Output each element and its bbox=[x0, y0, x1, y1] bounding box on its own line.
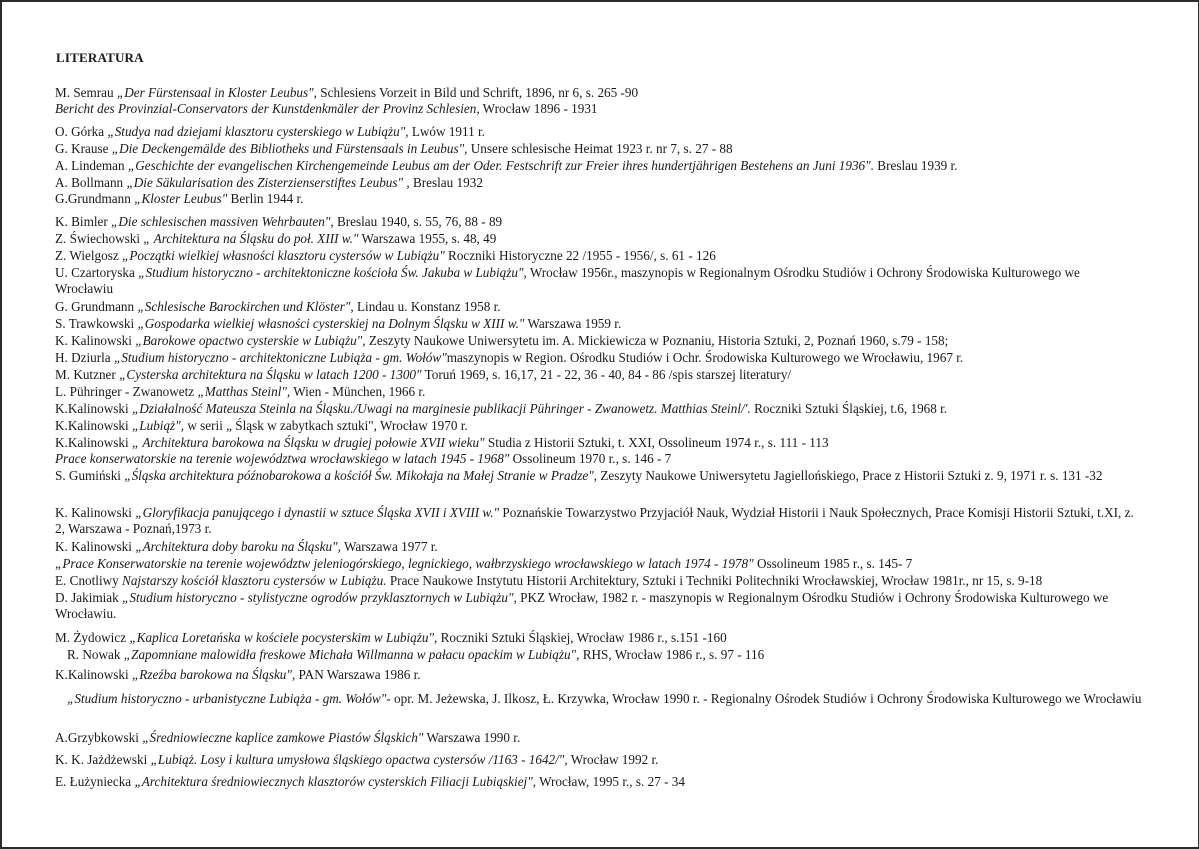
bibliography-entry bbox=[55, 350, 1140, 366]
entry-publication: Roczniki Sztuki Śląskiej, Wrocław 1986 r., s.151 -160 bbox=[437, 630, 727, 645]
bibliography-entry bbox=[55, 367, 1140, 383]
bibliography-entry bbox=[55, 539, 1140, 555]
entry-title: „Die Deckengemälde des Bibliotheks und Fürstensaals in Leubus", bbox=[111, 141, 468, 156]
entry-title: „Studium historyczno - stylistyczne ogrodów przyklasztornych w Lubiążu", bbox=[122, 590, 517, 605]
entry-title: „Studium historyczno - architektoniczne kościoła Św. Jakuba w Lubiążu", bbox=[138, 265, 527, 280]
entry-publication: RHS, Wrocław 1986 r., s. 97 - 116 bbox=[579, 647, 765, 662]
entry-author: K. K. Jażdżewski bbox=[55, 752, 151, 767]
entry-title: Prace konserwatorskie na terenie województwa wrocławskiego w latach 1945 - 1968" bbox=[55, 451, 510, 466]
entry-title: Najstarszy kościół klasztoru cystersów w Lubiążu. bbox=[122, 573, 387, 588]
entry-title: „ Architektura barokowa na Śląsku w drugiej połowie XVII wieku" bbox=[131, 435, 485, 450]
bibliography-entry bbox=[55, 573, 1140, 589]
bibliography-entry bbox=[55, 265, 1140, 297]
bibliography-entry bbox=[55, 774, 1140, 790]
bibliography-entry bbox=[55, 451, 1140, 467]
entry-author: G.Grundmann bbox=[55, 191, 135, 206]
entry-publication: Breslau 1940, s. 55, 76, 88 - 89 bbox=[333, 214, 503, 229]
entry-title: „Prace Konserwatorskie na terenie województw jeleniogórskiego, legnickiego, wałbrzyskiego wrocławskiego w latach 1974 - 1978" bbox=[55, 556, 754, 571]
entry-title: „Architektura doby baroku na Śląsku", bbox=[135, 539, 341, 554]
bibliography-entry bbox=[55, 214, 1140, 230]
entry-publication: Schlesiens Vorzeit in Bild und Schrift, 1896, nr 6, s. 265 -90 bbox=[316, 85, 639, 100]
entry-title: „Studium historyczno - architektoniczne Lubiąża - gm. Wołów" bbox=[113, 350, 447, 365]
entry-publication: Wrocław 1992 r. bbox=[567, 752, 659, 767]
entry-publication: Toruń 1969, s. 16,17, 21 - 22, 36 - 40, 84 - 86 /spis starszej literatury/ bbox=[421, 367, 792, 382]
bibliography-entry bbox=[55, 316, 1140, 332]
bibliography-entry bbox=[55, 667, 1140, 683]
entry-author: K. Kalinowski bbox=[55, 539, 136, 554]
entry-author: G. Krause bbox=[55, 141, 112, 156]
entry-title: „Geschichte der evangelischen Kirchengemeinde Leubus am der Oder. Festschrift zur Freier ihres hundertjährigen Bestehens an Juni 1936". bbox=[127, 158, 874, 173]
entry-publication: Zeszyty Naukowe Uniwersytetu im. A. Mickiewicza w Poznaniu, Historia Sztuki, 2, Poznań 1960, s.79 - 158; bbox=[365, 333, 949, 348]
entry-title: „Początki wielkiej własności klasztoru cystersów w Lubiążu" bbox=[121, 248, 445, 263]
entry-author: U. Czartoryska bbox=[55, 265, 139, 280]
entry-title: „Die schlesischen massiven Wehrbauten", bbox=[111, 214, 334, 229]
bibliography-entry bbox=[55, 333, 1140, 349]
entry-author: A. Lindeman bbox=[55, 158, 128, 173]
entry-author: S. Gumiński bbox=[55, 468, 125, 483]
entry-author: S. Trawkowski bbox=[55, 316, 138, 331]
entry-author: K. Kalinowski bbox=[55, 505, 136, 520]
bibliography-entry bbox=[55, 191, 1140, 207]
entry-publication: Zeszyty Naukowe Uniwersytetu Jagiellońskiego, Prace z Historii Sztuki z. 9, 1971 r. s. 131 -32 bbox=[597, 468, 1103, 483]
entry-title: „Kaplica Loretańska w kościele pocysterskim w Lubiążu", bbox=[129, 630, 438, 645]
entry-author: E. Cnotliwy bbox=[55, 573, 123, 588]
entry-publication: Warszawa 1990 r. bbox=[423, 730, 521, 745]
page-heading: LITERATURA bbox=[56, 50, 144, 65]
entry-author: K.Kalinowski bbox=[55, 667, 132, 682]
entry-publication: maszynopis w Region. Ośrodku Studiów i Ochr. Środowiska Kulturowego we Wrocławiu, 1967 r. bbox=[446, 350, 964, 365]
entry-author: G. Grundmann bbox=[55, 299, 138, 314]
entry-title: „Die Säkularisation des Zisterzienserstiftes Leubus" bbox=[126, 175, 404, 190]
bibliography-entry bbox=[55, 435, 1140, 451]
entry-publication: Unsere schlesische Heimat 1923 r. nr 7, s. 27 - 88 bbox=[467, 141, 733, 156]
bibliography-entry bbox=[55, 158, 1140, 174]
entry-publication: Warszawa 1977 r. bbox=[340, 539, 438, 554]
entry-title: „Rzeźba barokowa na Śląsku", bbox=[131, 667, 296, 682]
entry-publication: Lwów 1911 r. bbox=[408, 124, 485, 139]
entry-publication: w serii „ Śląsk w zabytkach sztuki", Wrocław 1970 r. bbox=[184, 418, 468, 433]
entry-title: „Barokowe opactwo cysterskie w Lubiążu", bbox=[135, 333, 366, 348]
entry-publication: Wien - München, 1966 r. bbox=[290, 384, 426, 399]
bibliography-entry bbox=[55, 248, 1140, 264]
bibliography-entry bbox=[55, 590, 1140, 622]
entry-publication: Poznańskie Towarzystwo Przyjaciół Nauk, Wydział Historii i Nauk Społecznych, Prace Komisji Historii Sztuki, t.XI, z. 2, Warszawa - Poznań,1973 r. bbox=[55, 505, 1134, 536]
entry-author: H. Dziurla bbox=[55, 350, 114, 365]
bibliography-entry bbox=[55, 141, 1140, 157]
bibliography-entry bbox=[55, 730, 1140, 746]
bibliography-entry bbox=[55, 505, 1140, 537]
entry-publication: Ossolineum 1970 r., s. 146 - 7 bbox=[509, 451, 672, 466]
entry-author: O. Górka bbox=[55, 124, 108, 139]
entry-title: „Śląska architektura późnobarokowa a kościół Św. Mikołaja na Małej Stranie w Pradze", bbox=[124, 468, 598, 483]
bibliography-entry bbox=[55, 630, 1140, 646]
bibliography-entry bbox=[55, 85, 1140, 101]
bibliography-entry bbox=[55, 468, 1140, 484]
entry-author: A.Grzybkowski bbox=[55, 730, 143, 745]
entry-author: Z. Wielgosz bbox=[55, 248, 122, 263]
entry-author: M. Żydowicz bbox=[55, 630, 130, 645]
entry-title: „Kloster Leubus" bbox=[134, 191, 228, 206]
entry-author: K.Kalinowski bbox=[55, 401, 132, 416]
bibliography-entry bbox=[55, 752, 1140, 768]
entry-title: „Działalność Mateusza Steinla na Śląsku./Uwagi na marginesie publikacji Pühringer - Zwanowetz. Matthias Steinl/'. bbox=[131, 401, 751, 416]
entry-author: E. Łużyniecka bbox=[55, 774, 135, 789]
entry-publication: Prace Naukowe Instytutu Historii Architektury, Sztuki i Techniki Politechniki Wrocławskiej, Wrocław 1981r., nr 15, s. 9-18 bbox=[386, 573, 1043, 588]
bibliography-entry bbox=[55, 124, 1140, 140]
entry-title: „Schlesische Barockirchen und Klöster", bbox=[137, 299, 354, 314]
entry-publication: Breslau 1939 r. bbox=[874, 158, 958, 173]
entry-title: „Studya nad dziejami klasztoru cysterskiego w Lubiążu", bbox=[107, 124, 409, 139]
entry-author: Z. Świechowski bbox=[55, 231, 144, 246]
entry-publication: PKZ Wrocław, 1982 r. - maszynopis w Regionalnym Ośrodku Studiów i Ochrony Środowiska Kulturowego we Wrocławiu. bbox=[55, 590, 1109, 621]
bibliography-entry bbox=[55, 101, 1140, 117]
entry-author: K.Kalinowski bbox=[55, 418, 132, 433]
entry-publication: Wrocław, 1995 r., s. 27 - 34 bbox=[536, 774, 685, 789]
entry-author: D. Jakimiak bbox=[55, 590, 123, 605]
entry-author: M. Kutzner bbox=[55, 367, 120, 382]
entry-title: „Zapomniane malowidła freskowe Michała Willmanna w pałacu opackim w Lubiążu", bbox=[123, 647, 580, 662]
bibliography-entry bbox=[55, 175, 1140, 191]
bibliography-entry bbox=[55, 231, 1140, 247]
entry-publication: - opr. M. Jeżewska, J. Ilkosz, Ł. Krzywka, Wrocław 1990 r. - Regionalny Ośrodek Studiów i Ochrony Środowiska Kulturowego we Wrocławiu bbox=[386, 691, 1142, 706]
bibliography-entry bbox=[55, 418, 1140, 434]
entry-publication: , Breslau 1932 bbox=[403, 175, 483, 190]
entry-publication: Wrocław 1956r., maszynopis w Regionalnym Ośrodku Studiów i Ochrony Środowiska Kulturowego we Wrocławiu bbox=[55, 265, 1080, 296]
entry-publication: Warszawa 1955, s. 48, 49 bbox=[358, 231, 497, 246]
entry-publication: Ossolineum 1985 r., s. 145- 7 bbox=[753, 556, 913, 571]
entry-title: „Średniowieczne kaplice zamkowe Piastów Śląskich" bbox=[142, 730, 424, 745]
entry-title: „Lubiąż. Losy i kultura umysłowa śląskiego opactwa cystersów /1163 - 1642/", bbox=[150, 752, 568, 767]
entry-title: Bericht des Provinzial-Conservators der Kunstdenkmäler der Provinz Schlesien, bbox=[55, 101, 480, 116]
entry-publication: Wrocław 1896 - 1931 bbox=[479, 101, 598, 116]
entry-publication: Warszawa 1959 r. bbox=[524, 316, 622, 331]
entry-publication: Lindau u. Konstanz 1958 r. bbox=[353, 299, 501, 314]
entry-publication: Roczniki Historyczne 22 /1955 - 1956/, s. 61 - 126 bbox=[444, 248, 716, 263]
bibliography-entry bbox=[67, 647, 1152, 663]
entry-author: K.Kalinowski bbox=[55, 435, 132, 450]
entry-title: „Studium historyczno - urbanistyczne Lubiąża - gm. Wołów" bbox=[67, 691, 387, 706]
bibliography-entry bbox=[55, 401, 1140, 417]
entry-author: K. Kalinowski bbox=[55, 333, 136, 348]
entry-title: „Gloryfikacja panującego i dynastii w sztuce Śląska XVII i XVIII w." bbox=[135, 505, 500, 520]
entry-title: „Der Fürstensaal in Kloster Leubus", bbox=[116, 85, 317, 100]
entry-author: A. Bollmann bbox=[55, 175, 127, 190]
bibliography-entry bbox=[55, 384, 1140, 400]
entry-title: „Architektura średniowiecznych klasztorów cysterskich Filiacji Lubiąskiej", bbox=[134, 774, 537, 789]
bibliography-entry bbox=[55, 299, 1140, 315]
entry-title: „ Architektura na Śląsku do poł. XIII w." bbox=[143, 231, 359, 246]
entry-publication: Studia z Historii Sztuki, t. XXI, Ossolineum 1974 r., s. 111 - 113 bbox=[484, 435, 829, 450]
entry-author: L. Pühringer - Zwanowetz bbox=[55, 384, 198, 399]
entry-author: R. Nowak bbox=[67, 647, 124, 662]
entry-author: M. Semrau bbox=[55, 85, 117, 100]
bibliography-entry bbox=[67, 691, 1152, 707]
entry-publication: Berlin 1944 r. bbox=[227, 191, 304, 206]
entry-author: K. Bimler bbox=[55, 214, 112, 229]
entry-title: „Lubiąż", bbox=[131, 418, 185, 433]
entry-publication: PAN Warszawa 1986 r. bbox=[295, 667, 421, 682]
entry-title: „Matthas Steinl", bbox=[197, 384, 291, 399]
bibliography-entry bbox=[55, 556, 1140, 572]
entry-publication: Roczniki Sztuki Śląskiej, t.6, 1968 r. bbox=[750, 401, 948, 416]
entry-title: „Cysterska architektura na Śląsku w latach 1200 - 1300" bbox=[119, 367, 422, 382]
entry-title: „Gospodarka wielkiej własności cysterskiej na Dolnym Śląsku w XIII w." bbox=[137, 316, 525, 331]
